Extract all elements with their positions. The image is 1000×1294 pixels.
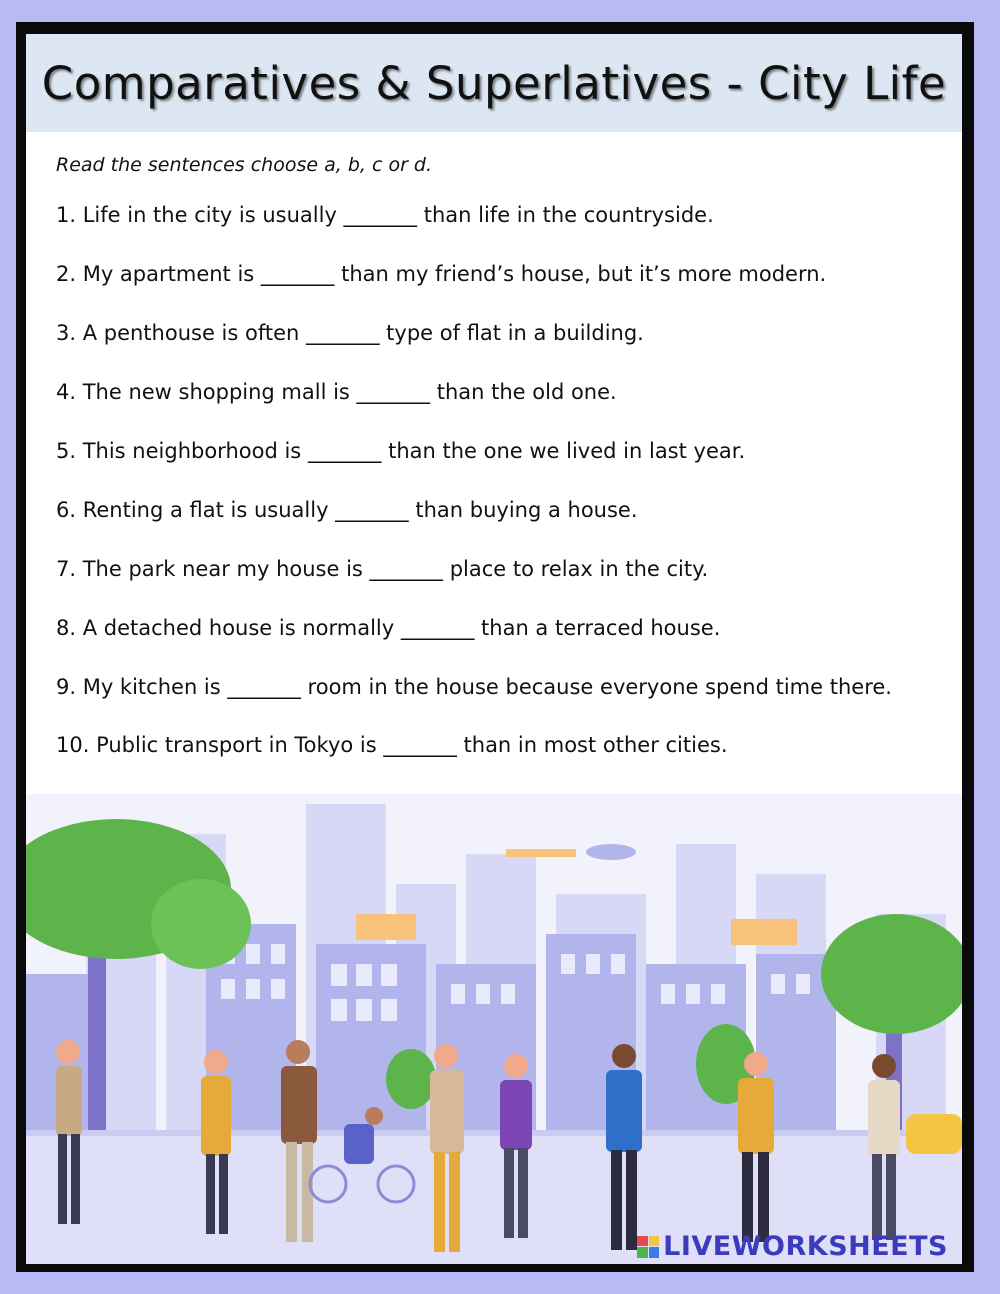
blimp <box>586 844 636 860</box>
question-10: 10. Public transport in Tokyo is _______ than in most other cities. <box>56 733 728 757</box>
bush <box>386 1049 436 1109</box>
question-1: 1. Life in the city is usually _______ than life in the countryside. <box>56 203 714 227</box>
question-5: 5. This neighborhood is _______ than the one we lived in last year. <box>56 439 746 463</box>
city-scene-illustration <box>26 794 962 1264</box>
question-4: 4. The new shopping mall is _______ than the old one. <box>56 380 617 404</box>
title-bar <box>26 34 962 132</box>
page-title: Comparatives & Superlatives - City Life <box>41 56 947 110</box>
question-8: 8. A detached house is normally _______ than a terraced house. <box>56 616 721 640</box>
question-9: 9. My kitchen is _______ room in the house because everyone spend time there. <box>56 675 892 699</box>
brand-name: LIVEWORKSHEETS <box>663 1231 948 1262</box>
question-3: 3. A penthouse is often _______ type of flat in a building. <box>56 321 644 345</box>
question-2: 2. My apartment is _______ than my friend’s house, but it’s more modern. <box>56 262 827 286</box>
worksheet-page <box>26 34 962 1264</box>
billboard <box>731 919 797 945</box>
question-6: 6. Renting a flat is usually _______ than buying a house. <box>56 498 638 522</box>
brand-footer <box>637 1231 948 1262</box>
blimp-banner <box>506 849 576 857</box>
billboard <box>356 914 416 940</box>
taxi <box>906 1114 962 1154</box>
worksheet-frame <box>16 22 974 1272</box>
instructions: Read the sentences choose a, b, c or d. <box>56 154 433 176</box>
curb <box>26 1130 962 1136</box>
question-7: 7. The park near my house is _______ place to relax in the city. <box>56 557 709 581</box>
question-list <box>56 200 936 789</box>
brand-logo-icon <box>637 1236 659 1258</box>
